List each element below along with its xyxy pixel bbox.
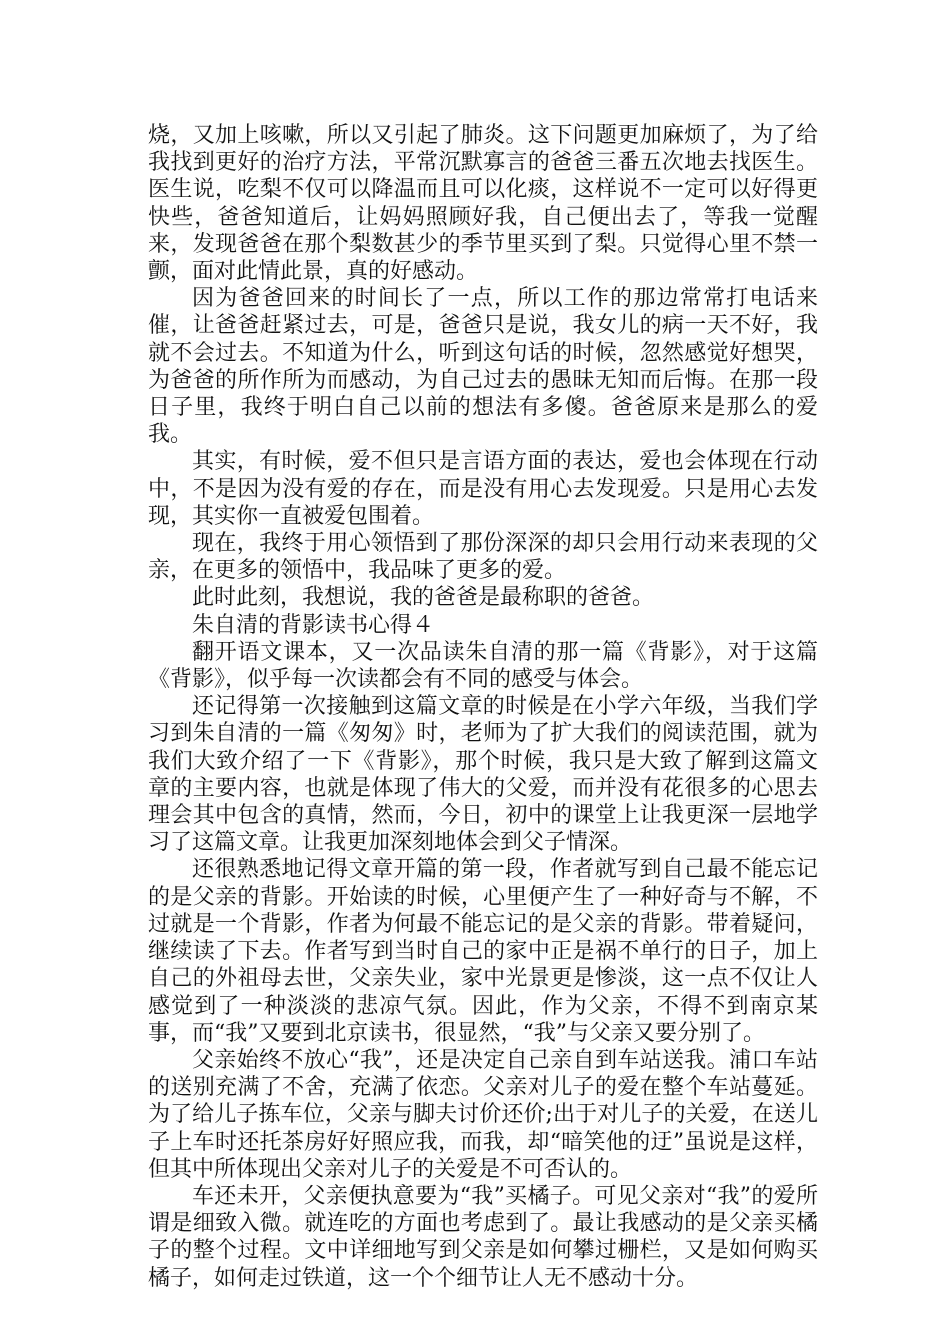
paragraph: 还记得第一次接触到这篇文章的时候是在小学六年级，当我们学习到朱自清的一篇《匆匆》时，老师为了扩大我们的阅读范围，就为我们大致介绍了一下《背影》，那个时候，我只是大致了解到这篇文章的主要内容，也就是体现了伟大的父爱，而并没有花很多的心思去理会其中包含的真情，然而，今日，初中的课堂上让我更深一层地学习了这篇文章。让我更加深刻地体会到父子情深。 xyxy=(148,694,818,856)
paragraph: 现在，我终于用心领悟到了那份深深的却只会用行动来表现的父亲，在更多的领悟中，我品味了更多的爱。 xyxy=(148,531,818,584)
paragraph: 此时此刻，我想说，我的爸爸是最称职的爸爸。 xyxy=(192,585,655,611)
paragraph: 父亲始终不放心“我”，还是决定自己亲自到车站送我。浦口车站的送别充满了不舍，充满了依恋。父亲对儿子的爱在整个车站蔓延。为了给儿子拣车位，父亲与脚夫讨价还价;出于对儿子的关爱，在送儿子上车时还托茶房好好照应我，而我，却“暗笑他的迂”虽说是这样，但其中所体现出父亲对儿子的关爱是不可否认的。 xyxy=(148,1047,818,1182)
paragraph: 车还未开，父亲便执意要为“我”买橘子。可见父亲对“我”的爱所谓是细致入微。就连吃的方面也考虑到了。最让我感动的是父亲买橘子的整个过程。文中详细地写到父亲是如何攀过栅栏，又是如何购买橘子，如何走过铁道，这一个个细节让人无不感动十分。 xyxy=(148,1183,818,1291)
document-body xyxy=(148,122,818,1292)
paragraph: 翻开语文课本，又一次品读朱自清的那一篇《背影》，对于这篇《背影》，似乎每一次读都会有不同的感受与体会。 xyxy=(148,639,818,693)
paragraph: 因为爸爸回来的时间长了一点，所以工作的那边常常打电话来催，让爸爸赶紧过去，可是，爸爸只是说，我女儿的病一天不好，我就不会过去。不知道为什么，听到这句话的时候，忽然感觉好想哭，为爸爸的所作所为而感动，为自己过去的愚昧无知而后悔。在那一段日子里，我终于明白自己以前的想法有多傻。爸爸原来是那么的爱我。 xyxy=(148,286,818,448)
section-heading: 朱自清的背影读书心得４ xyxy=(192,612,435,638)
paragraph: 还很熟悉地记得文章开篇的第一段，作者就写到自己最不能忘记的是父亲的背影。开始读的时候，心里便产生了一种好奇与不解，不过就是一个背影，作者为何最不能忘记的是父亲的背影。带着疑问，继续读了下去。作者写到当时自己的家中正是祸不单行的日子，加上自己的外祖母去世，父亲失业，家中光景更是惨淡，这一点不仅让人感觉到了一种淡淡的悲凉气氛。因此，作为父亲，不得不到南京某事，而“我”又要到北京读书，很显然，“我”与父亲又要分别了。 xyxy=(148,857,818,1046)
paragraph-continuation: 烧，又加上咳嗽，所以又引起了肺炎。这下问题更加麻烦了，为了给我找到更好的治疗方法，平常沉默寡言的爸爸三番五次地去找医生。医生说，吃梨不仅可以降温而且可以化痰，这样说不一定可以好得更快些，爸爸知道后，让妈妈照顾好我，自己便出去了，等我一觉醒来，发现爸爸在那个梨数甚少的季节里买到了梨。只觉得心里不禁一颤，面对此情此景，真的好感动。 xyxy=(148,123,818,285)
paragraph: 其实，有时候，爱不但只是言语方面的表达，爱也会体现在行动中，不是因为没有爱的存在，而是没有用心去发现爱。只是用心去发现，其实你一直被爱包围着。 xyxy=(148,449,818,529)
